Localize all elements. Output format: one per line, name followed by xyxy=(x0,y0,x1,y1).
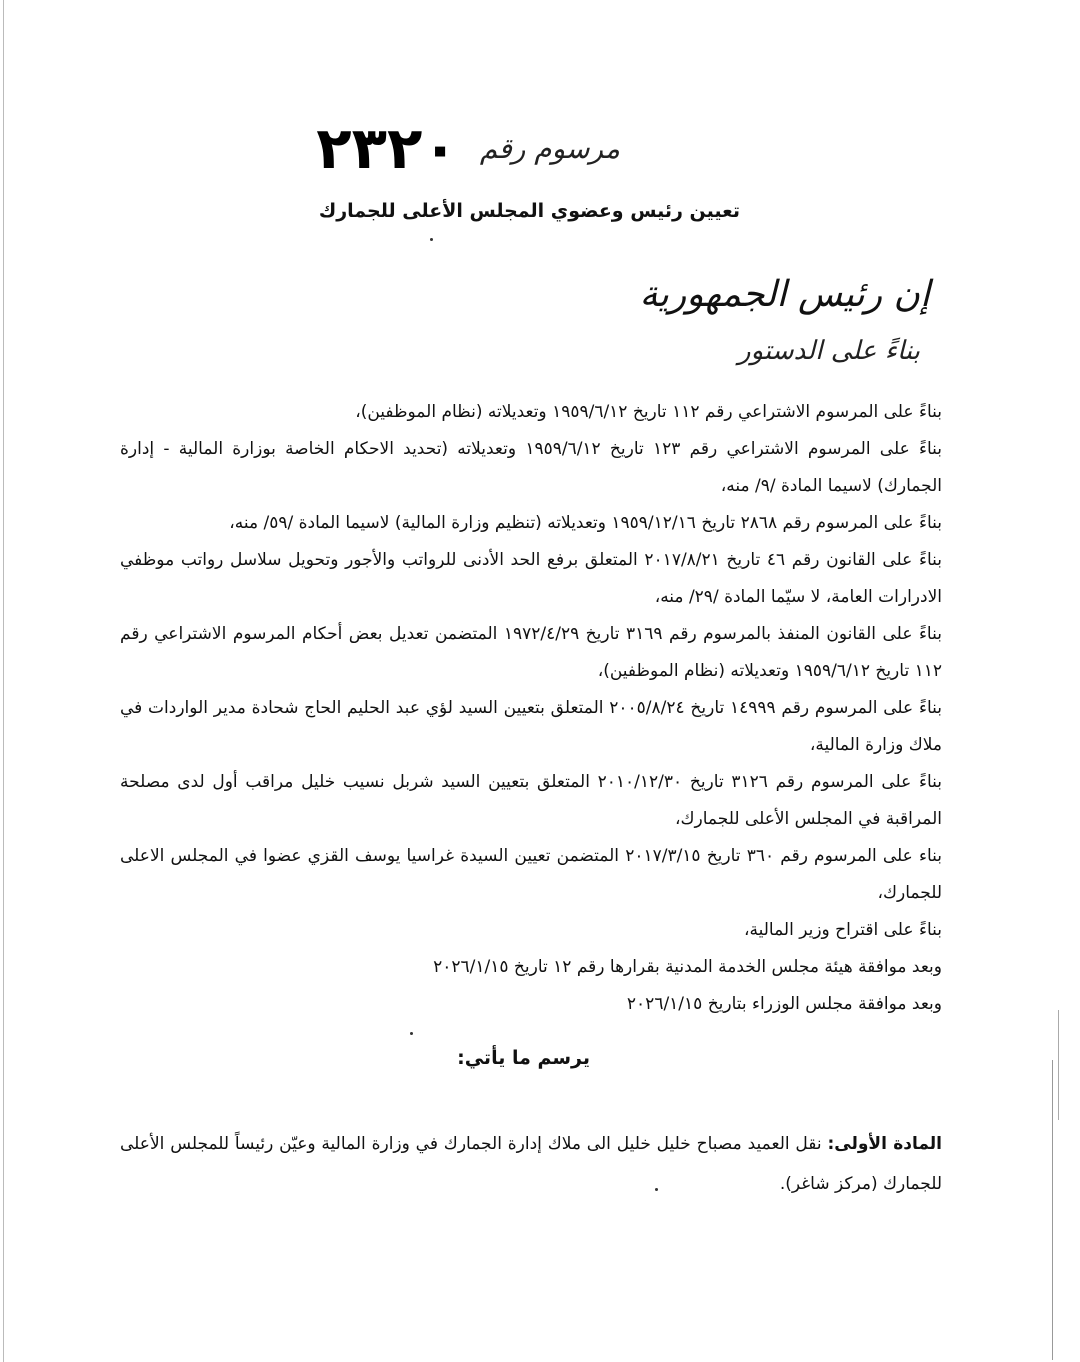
recital: بناءً على اقتراح وزير المالية، xyxy=(744,920,942,940)
decree-number: ٢٣٢٠ xyxy=(316,114,458,182)
recital: بناء على المرسوم رقم ٣٦٠ تاريخ ٢٠١٧/٣/١٥ المتضمن تعيين السيدة غراسيا يوسف القزي عضوا في المجلس الاعلى للجمارك، xyxy=(120,846,943,903)
decree-header xyxy=(290,114,620,182)
recital: بناءً على المرسوم رقم ١٤٩٩٩ تاريخ ٢٠٠٥/٨/٢٤ المتعلق بتعيين السيد لؤي عبد الحليم الحاج شحادة مدير الواردات في ملاك وزارة المالية، xyxy=(120,698,942,755)
recital: وبعد موافقة هيئة مجلس الخدمة المدنية بقرارها رقم ١٢ تاريخ ٢٠٢٦/١/١٥ xyxy=(433,957,942,977)
article-text: نقل العميد مصباح خليل خليل الى ملاك إدارة الجمارك في وزارة المالية وعيّن رئيساً للمجلس الأعلى للجمارك (مركز شاغر). xyxy=(120,1134,942,1194)
recital: بناءً على المرسوم رقم ٣١٢٦ تاريخ ٢٠١٠/١٢/٣٠ المتعلق بتعيين السيد شربل نسيب خليل مراقب أول لدى مصلحة المراقبة في المجلس الأعلى للجمارك، xyxy=(120,772,943,829)
scan-edge-line xyxy=(3,0,4,1362)
decree-label: مرسوم رقم xyxy=(479,131,620,165)
scan-speck xyxy=(430,238,433,241)
decrees-heading: يرسم ما يأتي: xyxy=(457,1047,590,1069)
recitals-list xyxy=(120,394,942,1023)
scan-edge-line xyxy=(1058,1010,1059,1120)
recital: بناءً على المرسوم الاشتراعي رقم ١١٢ تاريخ ١٩٥٩/٦/١٢ وتعديلاته (نظام الموظفين)، xyxy=(355,402,942,422)
constitution-heading: بناءً على الدستور xyxy=(738,336,920,366)
recital: بناءً على المرسوم الاشتراعي رقم ١٢٣ تاريخ ١٩٥٩/٦/١٢ وتعديلاته (تحديد الاحكام الخاصة بوزارة المالية - إدارة الجمارك) لاسيما المادة /٩/ منه، xyxy=(120,439,942,496)
scan-speck xyxy=(410,1032,413,1035)
recital: وبعد موافقة مجلس الوزراء بتاريخ ٢٠٢٦/١/١٥ xyxy=(626,994,942,1014)
decree-subject: تعيين رئيس وعضوي المجلس الأعلى للجمارك xyxy=(318,200,740,222)
president-heading: إن رئيس الجمهورية xyxy=(639,274,930,315)
recital: بناءً على القانون المنفذ بالمرسوم رقم ٣١٦٩ تاريخ ١٩٧٢/٤/٢٩ المتضمن تعديل بعض أحكام المرسوم الاشتراعي رقم ١١٢ تاريخ ١٩٥٩/٦/١٢ وتعديلاته (نظام الموظفين)، xyxy=(120,624,942,681)
article-one xyxy=(120,1124,942,1204)
article-title: المادة الأولى: xyxy=(827,1134,943,1154)
recital: بناءً على القانون رقم ٤٦ تاريخ ٢٠١٧/٨/٢١ المتعلق برفع الحد الأدنى للرواتب والأجور وتحويل سلاسل رواتب موظفي الادرارات العامة، لا سيّما المادة /٢٩/ منه، xyxy=(120,550,942,607)
scan-edge-line xyxy=(1052,1060,1053,1360)
recital: بناءً على المرسوم رقم ٢٨٦٨ تاريخ ١٩٥٩/١٢/١٦ وتعديلاته (تنظيم وزارة المالية) لاسيما المادة /٥٩/ منه، xyxy=(229,513,942,533)
